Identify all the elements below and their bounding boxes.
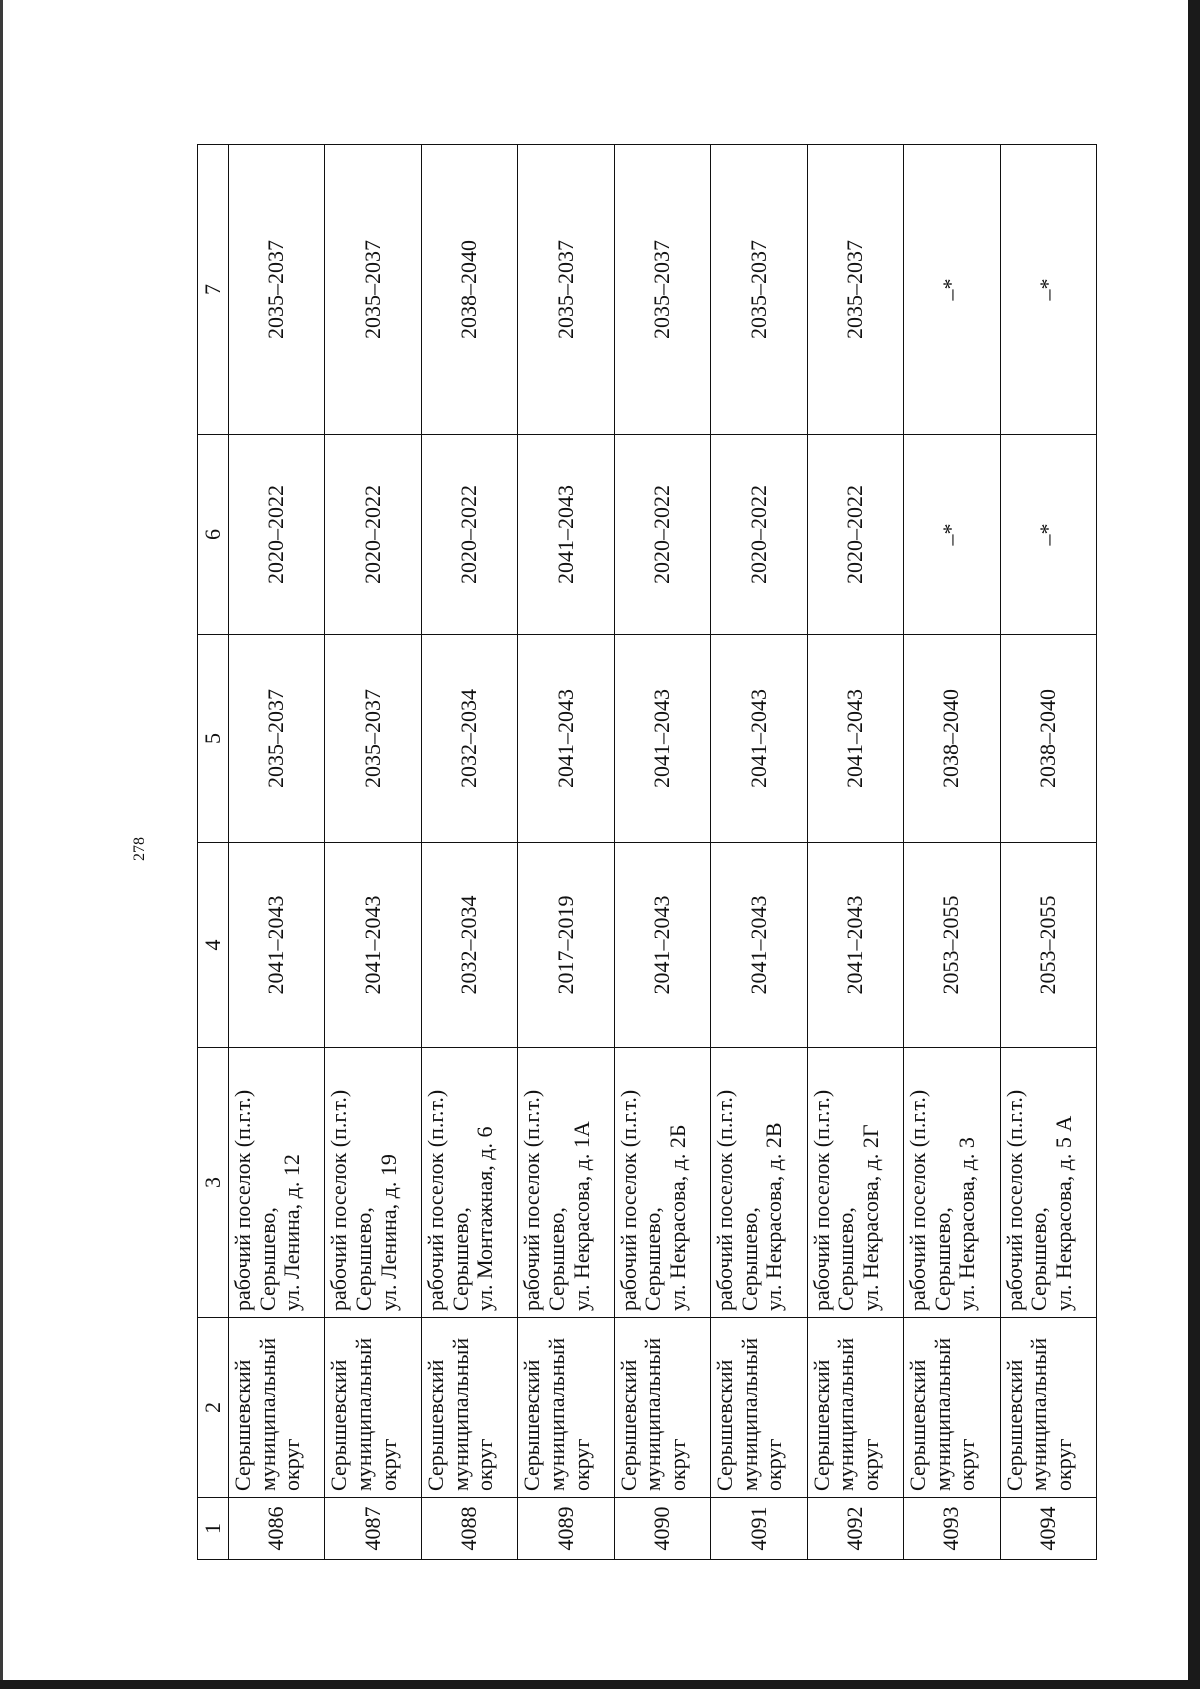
period-value: 2020–2022: [649, 485, 675, 584]
header-row: [198, 145, 229, 1560]
period-cell: [421, 635, 517, 843]
address-cell: [1000, 1048, 1097, 1318]
period-value: 2020–2022: [745, 485, 771, 584]
address-cell-line: ул. Некрасова, д. 2В: [761, 1122, 787, 1311]
scan-edge-bottom: [0, 1680, 1200, 1689]
period-value: 2017–2019: [552, 895, 578, 995]
district-cell-line: муниципальный: [640, 1337, 666, 1491]
period-cell: [711, 145, 807, 435]
period-value: 2035–2037: [842, 240, 868, 339]
period-value: 2041–2043: [649, 689, 675, 788]
period-value: 2053–2055: [1034, 895, 1060, 995]
period-cell: [711, 843, 807, 1048]
period-cell: [421, 145, 517, 435]
period-cell: [1000, 145, 1097, 435]
address-cell: [421, 1048, 517, 1318]
district-cell: [904, 1318, 1000, 1498]
table-row: [518, 145, 614, 1560]
row-id: 4090: [649, 1506, 675, 1551]
table-row: [421, 145, 517, 1560]
address-cell-line: Серышево,: [447, 1207, 473, 1311]
period-value: 2041–2043: [649, 895, 675, 995]
district-cell-line: муниципальный: [447, 1337, 473, 1491]
period-cell: [904, 843, 1000, 1048]
row-id-cell: [229, 1498, 325, 1560]
period-cell: [614, 435, 710, 635]
address-cell: [518, 1048, 614, 1318]
address-cell-line: Серышево,: [351, 1207, 377, 1311]
row-id-cell: [421, 1498, 517, 1560]
period-cell: [421, 435, 517, 635]
address-cell-line: рабочий поселок (п.г.т.): [422, 1089, 448, 1311]
period-value: 2032–2034: [456, 895, 482, 995]
period-value: 2041–2043: [552, 485, 578, 584]
period-cell: [325, 145, 421, 435]
district-cell-line: Серышевский: [326, 1359, 352, 1491]
period-value: 2053–2055: [938, 895, 964, 995]
period-value: –*: [1034, 278, 1060, 301]
district-cell-line: муниципальный: [351, 1337, 377, 1491]
period-value: 2041–2043: [359, 895, 385, 995]
row-id-cell: [614, 1498, 710, 1560]
address-cell-line: ул. Некрасова, д. 1А: [568, 1121, 594, 1311]
district-cell-line: округ: [472, 1438, 498, 1491]
district-cell-line: Серышевский: [1001, 1359, 1027, 1491]
row-id-cell: [711, 1498, 807, 1560]
period-value: 2020–2022: [359, 485, 385, 584]
period-cell: [518, 635, 614, 843]
address-cell-line: рабочий поселок (п.г.т.): [230, 1089, 255, 1311]
period-cell: [807, 435, 903, 635]
address-cell-line: Серышево,: [1026, 1207, 1052, 1311]
period-cell: [518, 843, 614, 1048]
row-id-cell: [518, 1498, 614, 1560]
period-cell: [421, 843, 517, 1048]
row-id-cell: [325, 1498, 421, 1560]
period-value: 2035–2037: [359, 240, 385, 339]
column-header: 6: [198, 435, 229, 635]
district-cell-line: округ: [375, 1438, 401, 1491]
district-cell-line: Серышевский: [905, 1359, 931, 1491]
period-cell: [807, 145, 903, 435]
district-cell: [518, 1318, 614, 1498]
district-cell: [807, 1318, 903, 1498]
address-cell: [904, 1048, 1000, 1318]
column-header: 5: [198, 635, 229, 843]
district-cell-line: Серышевский: [519, 1359, 545, 1491]
row-id: 4086: [263, 1506, 289, 1551]
row-id-cell: [904, 1498, 1000, 1560]
table-row: [807, 145, 903, 1560]
address-cell-line: ул. Некрасова, д. 2Б: [665, 1124, 690, 1311]
address-cell-line: Серышево,: [640, 1207, 666, 1311]
period-cell: [518, 435, 614, 635]
period-value: 2032–2034: [456, 689, 482, 788]
period-value: 2035–2037: [263, 689, 289, 788]
district-cell-line: округ: [279, 1438, 305, 1491]
period-value: 2035–2037: [552, 240, 578, 339]
period-cell: [229, 435, 325, 635]
period-value: 2038–2040: [938, 689, 964, 788]
period-value: 2035–2037: [745, 240, 771, 339]
district-cell-line: Серышевский: [712, 1359, 738, 1491]
district-cell-line: муниципальный: [929, 1337, 955, 1491]
district-cell-line: муниципальный: [543, 1337, 569, 1491]
district-cell-line: округ: [857, 1438, 883, 1491]
schedule-table: [197, 144, 1097, 1560]
period-cell: [807, 635, 903, 843]
district-cell-line: муниципальный: [736, 1337, 762, 1491]
district-cell-line: муниципальный: [254, 1337, 280, 1491]
column-header: 2: [198, 1318, 229, 1498]
period-cell: [1000, 843, 1097, 1048]
scan-edge-left: [0, 0, 3, 1689]
row-id: 4091: [745, 1506, 771, 1551]
period-cell: [614, 635, 710, 843]
district-cell-line: округ: [954, 1438, 980, 1491]
district-cell: [614, 1318, 710, 1498]
period-value: 2041–2043: [552, 689, 578, 788]
period-cell: [325, 435, 421, 635]
table-row: [325, 145, 421, 1560]
address-cell-line: ул. Ленина, д. 19: [375, 1154, 401, 1311]
address-cell: [807, 1048, 903, 1318]
address-cell-line: Серышево,: [736, 1207, 762, 1311]
period-value: 2038–2040: [1034, 689, 1060, 788]
district-cell-line: муниципальный: [833, 1337, 859, 1491]
column-header: 3: [198, 1048, 229, 1318]
table-row: [904, 145, 1000, 1560]
district-cell-line: округ: [665, 1438, 690, 1491]
scan-edge-right: [1188, 0, 1200, 1689]
row-id: 4088: [456, 1506, 482, 1551]
period-value: 2035–2037: [359, 689, 385, 788]
address-cell-line: рабочий поселок (п.г.т.): [615, 1089, 641, 1311]
district-cell-line: округ: [568, 1438, 594, 1491]
table-row: [614, 145, 710, 1560]
period-cell: [325, 635, 421, 843]
row-id: 4094: [1034, 1506, 1060, 1551]
address-cell: [614, 1048, 710, 1318]
row-id: 4089: [552, 1506, 578, 1551]
period-cell: [325, 843, 421, 1048]
address-cell: [325, 1048, 421, 1318]
period-value: 2041–2043: [263, 895, 289, 995]
period-cell: [229, 843, 325, 1048]
row-id: 4093: [938, 1506, 964, 1551]
period-cell: [711, 435, 807, 635]
period-value: 2020–2022: [263, 485, 289, 584]
page-number-text: 278: [131, 837, 148, 861]
district-cell-line: Серышевский: [422, 1359, 448, 1491]
table-row: [1000, 145, 1097, 1560]
district-cell-line: Серышевский: [230, 1359, 255, 1491]
period-value: –*: [1034, 523, 1060, 546]
period-value: 2041–2043: [842, 689, 868, 788]
period-cell: [229, 145, 325, 435]
address-cell-line: ул. Ленина, д. 12: [279, 1154, 305, 1311]
row-id: 4092: [842, 1506, 868, 1551]
address-cell-line: Серышево,: [543, 1207, 569, 1311]
period-cell: [904, 635, 1000, 843]
address-cell-line: ул. Некрасова, д. 3: [954, 1137, 980, 1311]
table-row: [711, 145, 807, 1560]
column-header: 7: [198, 145, 229, 435]
district-cell-line: Серышевский: [808, 1359, 834, 1491]
address-cell-line: рабочий поселок (п.г.т.): [905, 1089, 931, 1311]
period-value: –*: [938, 278, 964, 301]
table-row: [229, 145, 325, 1560]
period-cell: [518, 145, 614, 435]
period-cell: [229, 635, 325, 843]
address-cell-line: Серышево,: [929, 1207, 955, 1311]
row-id: 4087: [359, 1506, 385, 1551]
period-value: 2041–2043: [745, 689, 771, 788]
period-value: 2041–2043: [745, 895, 771, 995]
district-cell-line: муниципальный: [1026, 1337, 1052, 1491]
period-value: 2035–2037: [649, 240, 675, 339]
period-cell: [904, 145, 1000, 435]
address-cell-line: ул. Монтажная, д. 6: [472, 1126, 498, 1311]
period-value: 2038–2040: [456, 240, 482, 339]
address-cell-line: рабочий поселок (п.г.т.): [326, 1089, 352, 1311]
column-header: 1: [198, 1498, 229, 1560]
district-cell-line: округ: [761, 1438, 787, 1491]
period-value: 2020–2022: [842, 485, 868, 584]
district-cell: [325, 1318, 421, 1498]
period-cell: [1000, 435, 1097, 635]
period-cell: [904, 435, 1000, 635]
district-cell: [421, 1318, 517, 1498]
district-cell: [229, 1318, 325, 1498]
district-cell-line: Серышевский: [615, 1359, 641, 1491]
period-cell: [614, 843, 710, 1048]
period-value: –*: [938, 523, 964, 546]
period-cell: [1000, 635, 1097, 843]
address-cell-line: Серышево,: [833, 1207, 859, 1311]
period-cell: [807, 843, 903, 1048]
period-value: 2041–2043: [842, 895, 868, 995]
period-cell: [614, 145, 710, 435]
address-cell-line: рабочий поселок (п.г.т.): [808, 1089, 834, 1311]
district-cell: [1000, 1318, 1097, 1498]
row-id-cell: [807, 1498, 903, 1560]
address-cell-line: рабочий поселок (п.г.т.): [712, 1089, 738, 1311]
address-cell: [229, 1048, 325, 1318]
period-value: 2035–2037: [263, 240, 289, 339]
period-cell: [711, 635, 807, 843]
address-cell-line: рабочий поселок (п.г.т.): [1001, 1089, 1027, 1311]
address-cell-line: ул. Некрасова, д. 2Г: [857, 1124, 883, 1311]
address-cell: [711, 1048, 807, 1318]
period-value: 2020–2022: [456, 485, 482, 584]
column-header: 4: [198, 843, 229, 1048]
address-cell-line: ул. Некрасова, д. 5 А: [1050, 1115, 1076, 1311]
address-cell-line: Серышево,: [254, 1207, 280, 1311]
district-cell: [711, 1318, 807, 1498]
address-cell-line: рабочий поселок (п.г.т.): [519, 1089, 545, 1311]
district-cell-line: округ: [1050, 1438, 1076, 1491]
row-id-cell: [1000, 1498, 1097, 1560]
rotated-table-wrapper: [197, 145, 1097, 1560]
